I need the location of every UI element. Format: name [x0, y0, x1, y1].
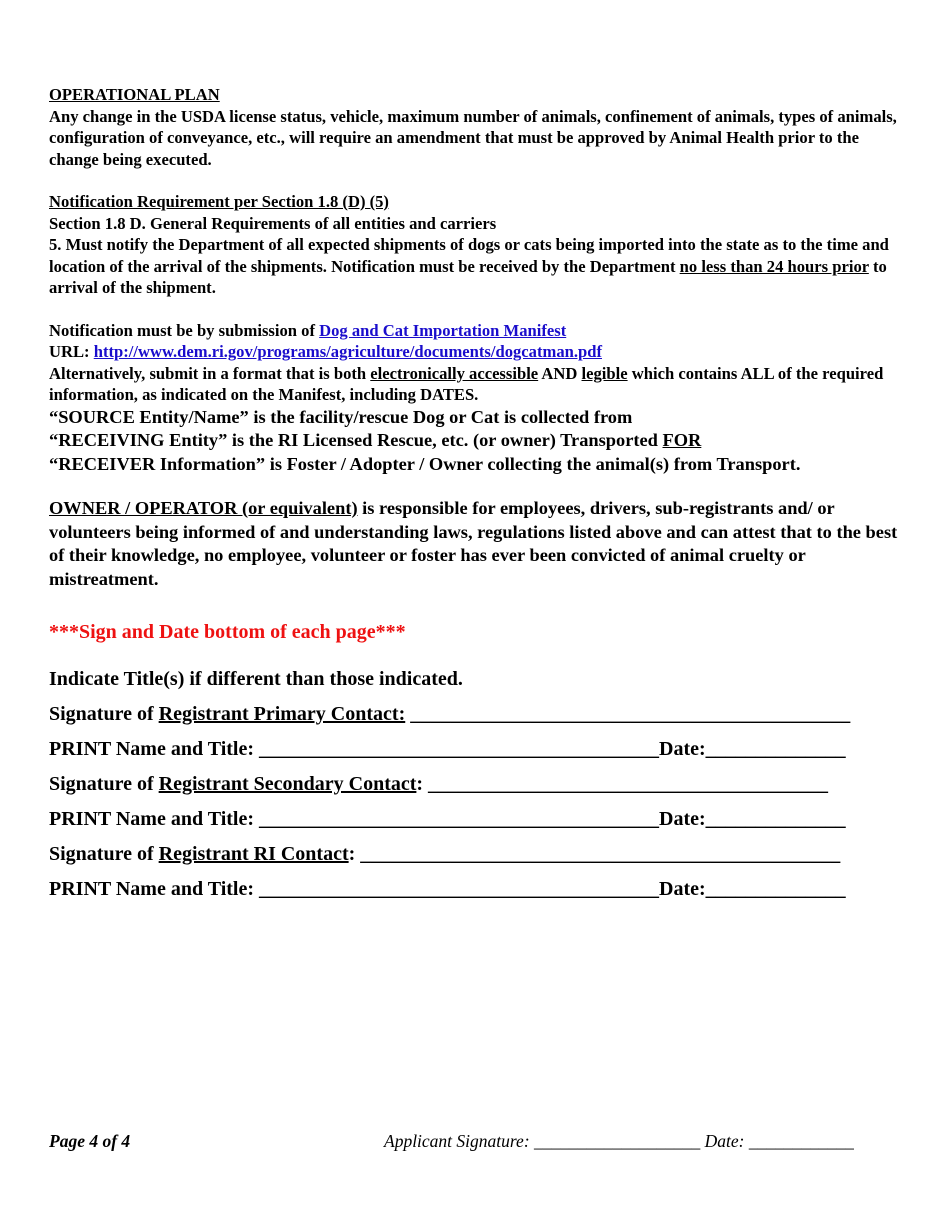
url-line: URL: http://www.dem.ri.gov/programs/agriculture/documents/dogcatman.pdf: [49, 342, 602, 361]
manifest-link[interactable]: Dog and Cat Importation Manifest: [319, 320, 567, 340]
sign-date-reminder: ***Sign and Date bottom of each page***: [49, 621, 406, 643]
primary-signature-line[interactable]: Signature of Registrant Primary Contact: ____________________________________________: [49, 703, 851, 725]
submission-section: [49, 320, 904, 406]
owner-responsibility: OWNER / OPERATOR (or equivalent) is responsible for employees, drivers, sub-registrants and/ or volunteers being informed of and understanding laws, regulations listed above and can attest that to the best of their knowledge, no employee, volunteer or foster has ever been convicted of animal cruelty or mistreatment.: [49, 498, 898, 589]
operational-plan-text: Any change in the USDA license status, vehicle, maximum number of animals, confinement of animals, types of animals, configuration of conveyance, etc., will require an amendment that must be approved by Animal Health prior to the change being executed.: [49, 106, 897, 169]
receiver-definition: “RECEIVER Information” is Foster / Adopter / Owner collecting the animal(s) from Transport.: [49, 453, 801, 474]
secondary-signature-line[interactable]: Signature of Registrant Secondary Contact: ________________________________________: [49, 773, 829, 795]
alternative-text: Alternatively, submit in a format that is both electronically accessible AND legible which contains ALL of the required information, as indicated on the Manifest, including DATES.: [49, 363, 884, 404]
entity-definitions: [49, 406, 904, 477]
secondary-print-name-line[interactable]: PRINT Name and Title: ________________________________________Date:______________: [49, 808, 846, 830]
receiving-definition: “RECEIVING Entity” is the RI Licensed Rescue, etc. (or owner) Transported FOR: [49, 430, 702, 450]
owner-heading: OWNER / OPERATOR (or equivalent): [49, 498, 358, 518]
notification-heading: Notification Requirement per Section 1.8 (D) (5): [49, 192, 389, 211]
source-definition: “SOURCE Entity/Name” is the facility/rescue Dog or Cat is collected from: [49, 406, 633, 427]
manifest-url-link[interactable]: http://www.dem.ri.gov/programs/agriculture/documents/dogcatman.pdf: [93, 342, 602, 361]
operational-plan-heading: OPERATIONAL PLAN: [49, 85, 220, 104]
notification-item: 5. Must notify the Department of all expected shipments of dogs or cats being imported into the state as to the time and location of the arrival of the shipments. Notification must be received by the Department no less than 24 hours prior to arrival of the shipment.: [49, 235, 889, 297]
document-page: [49, 84, 904, 901]
notification-section-title: Section 1.8 D. General Requirements of all entities and carriers: [49, 213, 497, 233]
operational-plan-section: [49, 84, 904, 170]
notification-section: [49, 191, 904, 299]
submission-line: Notification must be by submission of Dog and Cat Importation Manifest: [49, 320, 567, 340]
indicate-titles-note: Indicate Title(s) if different than those indicated.: [49, 668, 463, 690]
ri-print-name-line[interactable]: PRINT Name and Title: ________________________________________Date:______________: [49, 878, 846, 900]
applicant-signature-line[interactable]: Applicant Signature: ___________________ Date: ____________: [384, 1131, 854, 1151]
deadline-text: no less than 24 hours prior: [679, 256, 869, 276]
primary-print-name-line[interactable]: PRINT Name and Title: ________________________________________Date:______________: [49, 738, 846, 760]
ri-signature-line[interactable]: Signature of Registrant RI Contact: ________________________________________________: [49, 843, 841, 865]
page-number: Page 4 of 4: [49, 1131, 131, 1151]
